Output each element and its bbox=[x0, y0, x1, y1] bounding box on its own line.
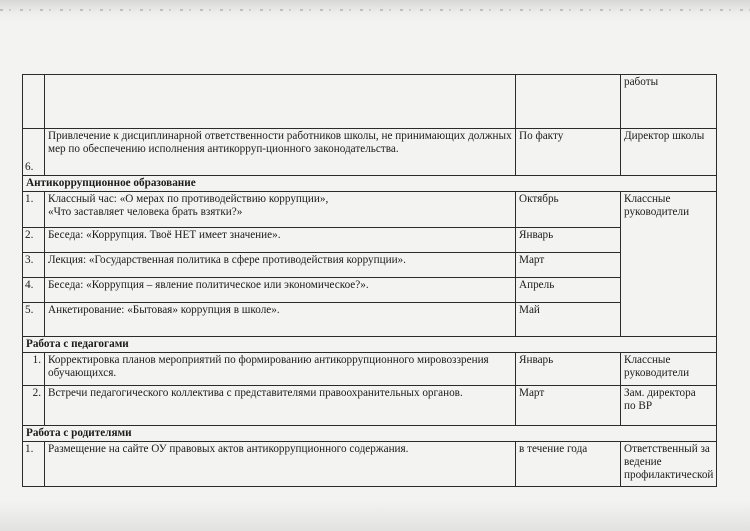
table-row bbox=[23, 442, 717, 487]
activity-cell: Беседа: «Коррупция. Твоё НЕТ имеет значение». bbox=[45, 228, 516, 253]
row-number bbox=[23, 75, 45, 129]
table-row bbox=[23, 75, 717, 129]
table-row bbox=[23, 192, 717, 228]
table-row bbox=[23, 353, 717, 386]
deadline-cell: Январь bbox=[516, 353, 621, 386]
deadline-cell: Март bbox=[516, 253, 621, 278]
responsible-cell: Ответственный за ведение профилактической bbox=[621, 442, 717, 487]
scan-edge-bottom bbox=[0, 501, 750, 531]
responsible-cell bbox=[621, 386, 717, 426]
row-number: 3. bbox=[23, 253, 45, 278]
action-plan-table bbox=[22, 74, 717, 487]
row-number: 6. bbox=[23, 129, 45, 176]
deadline-cell: По факту bbox=[516, 129, 621, 176]
activity-cell: Размещение на сайте ОУ правовых актов антикоррупционного содержания. bbox=[45, 442, 516, 487]
responsible-cell: Директор школы bbox=[621, 129, 717, 176]
activity-cell bbox=[45, 192, 516, 228]
deadline-cell: Апрель bbox=[516, 278, 621, 303]
activity-cell bbox=[45, 75, 516, 129]
row-number: 2. bbox=[23, 386, 45, 426]
activity-cell: Привлечение к дисциплинарной ответственности работников школы, не принимающих должных мер по обеспечению исполнения антикорруп-ционного законодательства. bbox=[45, 129, 516, 176]
table-row bbox=[23, 228, 717, 253]
deadline-cell: в течение года bbox=[516, 442, 621, 487]
row-number: 1. bbox=[23, 442, 45, 487]
section-header-row bbox=[23, 176, 717, 192]
section-title: Работа с родителями bbox=[23, 426, 717, 442]
deadline-cell: Май bbox=[516, 303, 621, 337]
responsible-cell: Классные руководители bbox=[621, 353, 717, 386]
responsible-cell: Классные руководители bbox=[621, 192, 717, 337]
deadline-cell: Январь bbox=[516, 228, 621, 253]
deadline-cell: Март bbox=[516, 386, 621, 426]
row-number: 1. bbox=[23, 353, 45, 386]
activity-line: «Что заставляет человека брать взятки?» bbox=[48, 206, 243, 218]
deadline-cell bbox=[516, 75, 621, 129]
row-number: 5. bbox=[23, 303, 45, 337]
table-row bbox=[23, 129, 717, 176]
section-title: Работа с педагогами bbox=[23, 337, 717, 353]
section-title: Антикоррупционное образование bbox=[23, 176, 717, 192]
row-number: 2. bbox=[23, 228, 45, 253]
table-row bbox=[23, 386, 717, 426]
activity-cell: Встречи педагогического коллектива с представителями правоохранительных органов. bbox=[45, 386, 516, 426]
activity-cell: Беседа: «Коррупция – явление политическое или экономическое?». bbox=[45, 278, 516, 303]
section-header-row bbox=[23, 426, 717, 442]
activity-line: Классный час: «О мерах по противодействию коррупции», bbox=[48, 193, 329, 205]
table-row bbox=[23, 303, 717, 337]
row-number: 4. bbox=[23, 278, 45, 303]
responsible-line: Зам. директора bbox=[624, 387, 696, 399]
table-row bbox=[23, 278, 717, 303]
activity-cell: Анкетирование: «Бытовая» коррупция в школе». bbox=[45, 303, 516, 337]
responsible-line: по ВР bbox=[624, 400, 653, 412]
scan-edge-top bbox=[0, 0, 750, 22]
table-row bbox=[23, 253, 717, 278]
responsible-cell: работы bbox=[621, 75, 717, 129]
activity-cell: Лекция: «Государственная политика в сфере противодействия коррупции». bbox=[45, 253, 516, 278]
section-header-row bbox=[23, 337, 717, 353]
activity-cell: Корректировка планов мероприятий по формированию антикоррупционного мировоззрения обучающихся. bbox=[45, 353, 516, 386]
deadline-cell: Октябрь bbox=[516, 192, 621, 228]
row-number: 1. bbox=[23, 192, 45, 228]
